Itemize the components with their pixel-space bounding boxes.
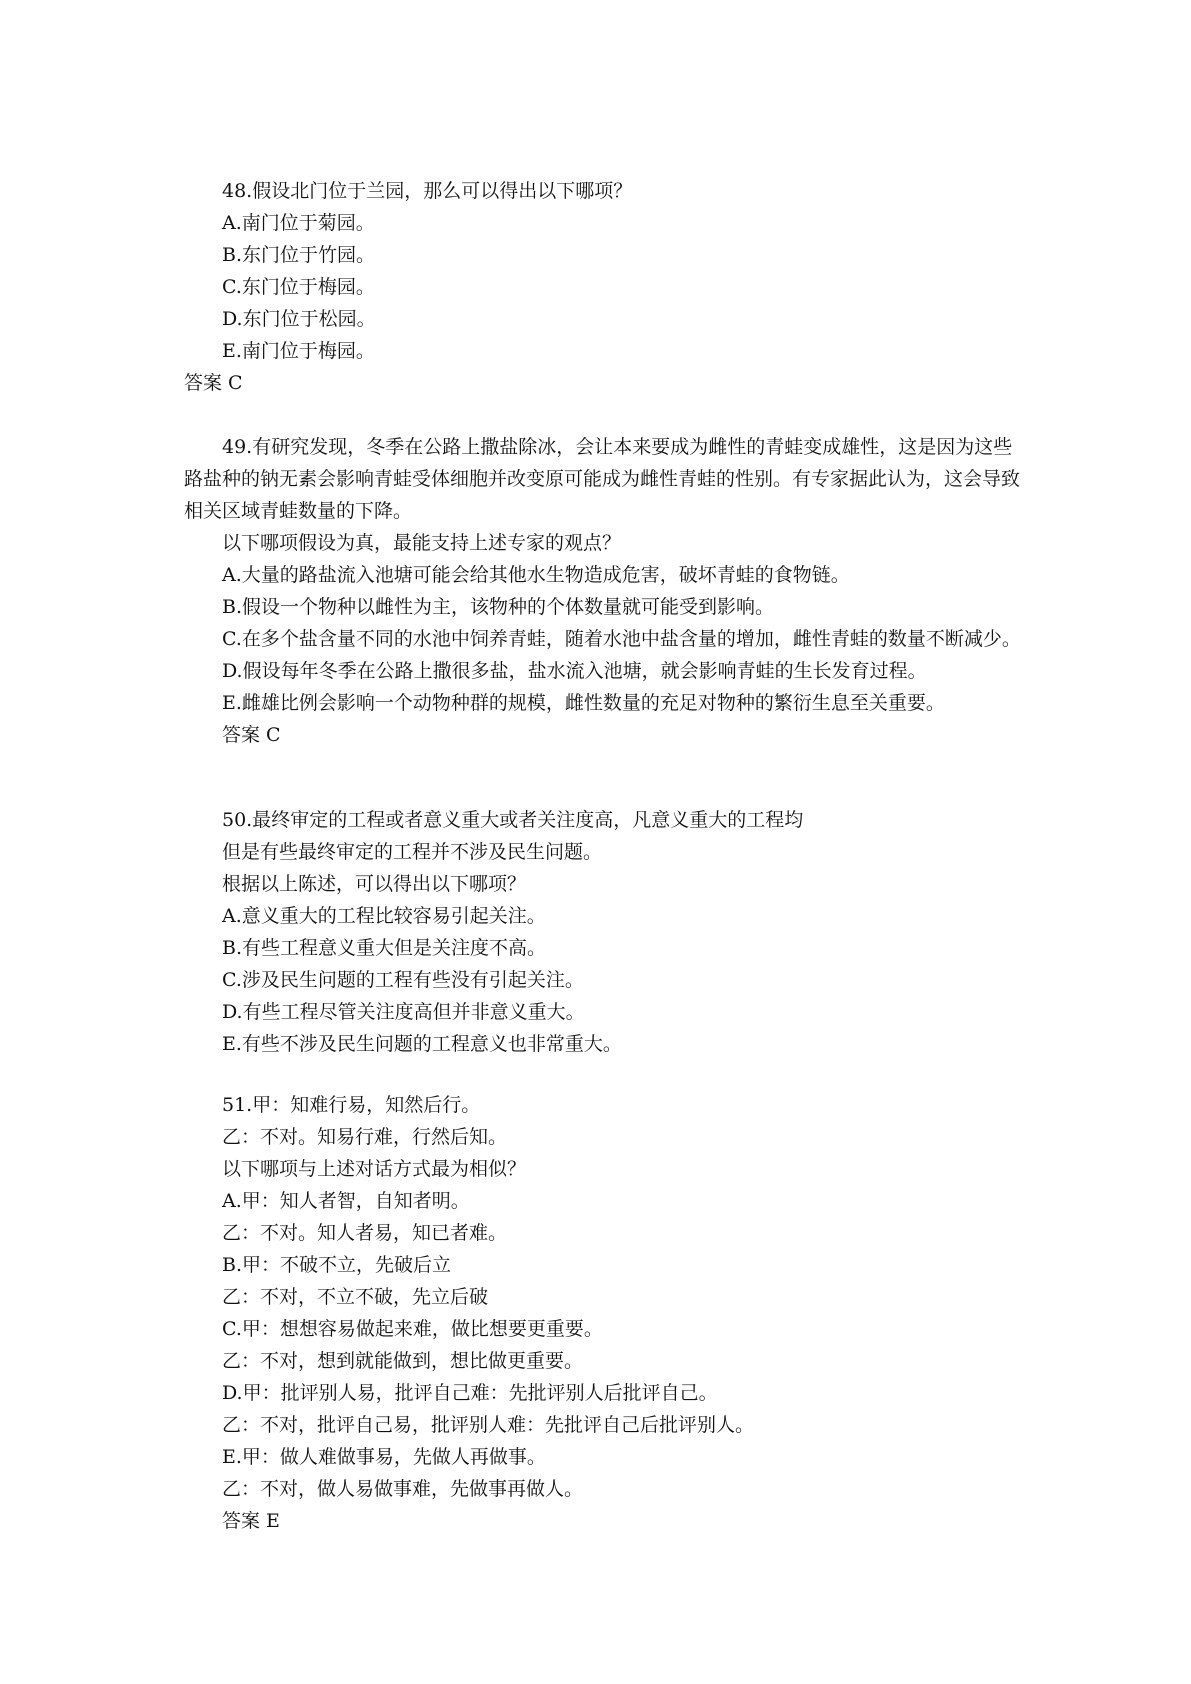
question-50-stem-line-1: 50.最终审定的工程或者意义重大或者关注度高，凡意义重大的工程均 bbox=[222, 809, 804, 831]
question-51-option-d-yi: 乙：不对，批评自己易，批评别人难：先批评自己后批评别人。 bbox=[222, 1414, 755, 1436]
question-51-option-b-jia: B.甲：不破不立，先破后立 bbox=[222, 1254, 452, 1276]
question-51-answer: 答案 E bbox=[222, 1510, 280, 1532]
question-51-option-e-yi: 乙：不对，做人易做事难，先做事再做人。 bbox=[222, 1478, 584, 1500]
question-50-option-d: D.有些工程尽管关注度高但并非意义重大。 bbox=[222, 1001, 585, 1023]
question-51-question: 以下哪项与上述对话方式最为相似？ bbox=[222, 1158, 527, 1180]
question-51-option-d-jia: D.甲：批评别人易，批评自己难：先批评别人后批评自己。 bbox=[222, 1382, 718, 1404]
question-50-option-b: B.有些工程意义重大但是关注度不高。 bbox=[222, 937, 547, 959]
question-49-option-b: B.假设一个物种以雌性为主，该物种的个体数量就可能受到影响。 bbox=[222, 596, 775, 618]
question-50-option-a: A.意义重大的工程比较容易引起关注。 bbox=[222, 905, 546, 927]
question-49-option-a: A.大量的路盐流入池塘可能会给其他水生物造成危害，破坏青蛙的食物链。 bbox=[222, 564, 850, 586]
question-48-option-a: A.南门位于菊园。 bbox=[222, 212, 375, 234]
question-48-option-d: D.东门位于松园。 bbox=[222, 308, 376, 330]
question-50-question: 根据以上陈述，可以得出以下哪项？ bbox=[222, 873, 527, 895]
question-51-option-e-jia: E.甲：做人难做事易，先做人再做事。 bbox=[222, 1446, 546, 1468]
question-48-option-e: E.南门位于梅园。 bbox=[222, 340, 375, 362]
question-51-option-c-jia: C.甲：想想容易做起来难，做比想要更重要。 bbox=[222, 1318, 603, 1340]
question-50-option-e: E.有些不涉及民生问题的工程意义也非常重大。 bbox=[222, 1033, 622, 1055]
question-49-question: 以下哪项假设为真，最能支持上述专家的观点？ bbox=[222, 532, 622, 554]
question-49 bbox=[184, 431, 1028, 751]
question-51-option-b-yi: 乙：不对，不立不破，先立后破 bbox=[222, 1286, 489, 1308]
question-51-option-a-yi: 乙：不对。知人者易，知已者难。 bbox=[222, 1222, 508, 1244]
question-49-stem: 49.有研究发现，冬季在公路上撒盐除冰，会让本来要成为雌性的青蛙变成雄性，这是因为这些路盐种的钠无素会影响青蛙受体细胞并改变原可能成为雌性青蛙的性别。有专家据此认为，这会导致相关区域青蛙数量的下降。 bbox=[184, 436, 1021, 522]
question-49-option-d: D.假设每年冬季在公路上撒很多盐，盐水流入池塘，就会影响青蛙的生长发育过程。 bbox=[222, 660, 927, 682]
question-48-stem: 48.假设北门位于兰园，那么可以得出以下哪项？ bbox=[222, 180, 633, 202]
question-51-option-a-jia: A.甲：知人者智，自知者明。 bbox=[222, 1190, 470, 1212]
question-50-option-c: C.涉及民生问题的工程有些没有引起关注。 bbox=[222, 969, 584, 991]
question-48-option-b: B.东门位于竹园。 bbox=[222, 244, 376, 266]
question-51-stem-line-1: 51.甲：知难行易，知然后行。 bbox=[222, 1094, 481, 1116]
question-51-option-c-yi: 乙：不对，想到就能做到，想比做更重要。 bbox=[222, 1350, 584, 1372]
question-48-option-c: C.东门位于梅园。 bbox=[222, 276, 375, 298]
question-49-option-c: C.在多个盐含量不同的水池中饲养青蛙，随着水池中盐含量的增加，雌性青蛙的数量不断减少。 bbox=[222, 628, 1021, 650]
question-49-answer: 答案 C bbox=[222, 724, 281, 746]
question-49-option-e: E.雌雄比例会影响一个动物种群的规模，雌性数量的充足对物种的繁衍生息至关重要。 bbox=[222, 692, 945, 714]
question-50-stem-line-2: 但是有些最终审定的工程并不涉及民生问题。 bbox=[222, 841, 603, 863]
question-48-answer: 答案 C bbox=[184, 372, 243, 394]
question-51-stem-line-2: 乙：不对。知易行难，行然后知。 bbox=[222, 1126, 508, 1148]
